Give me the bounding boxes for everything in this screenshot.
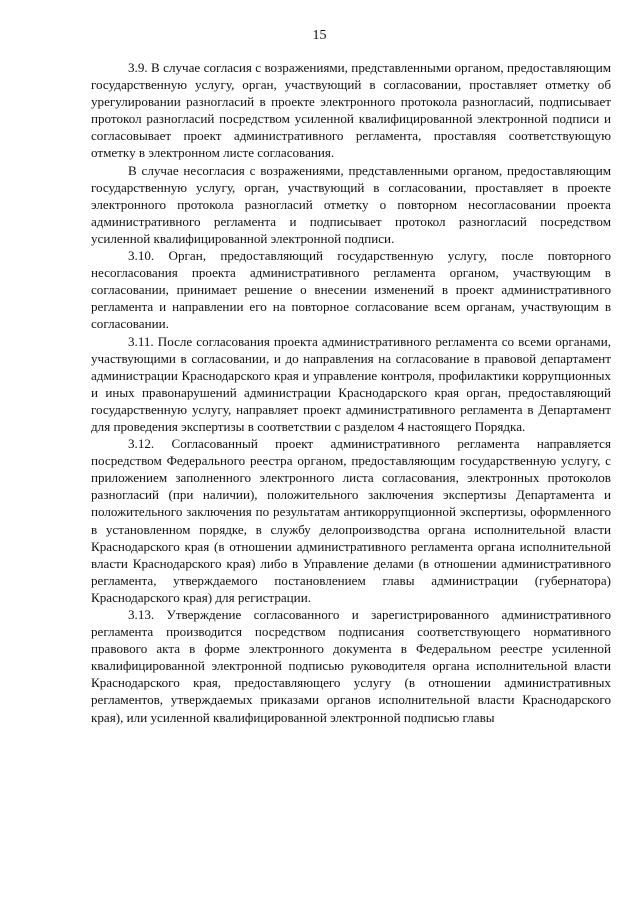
page-number: 15 [312, 28, 327, 43]
paragraph-3-13: 3.13. Утверждение согласованного и зарегистрированного административного регламента производится посредством подписания соответствующего нормативного правового акта в форме электронного документа в Федеральном реестре усиленной квалифицированной электронной подписью руководителя органа исполнительной власти Краснодарского края, предоставляющего услугу (в отношении административных регламентов, утверждаемых приказами органов исполнительной власти Краснодарского края), или усиленной квалифицированной электронной подписью главы [91, 607, 611, 725]
paragraph-3-10: 3.10. Орган, предоставляющий государственную услугу, после повторного несогласования проекта административного регламента органом, участвующим в согласовании, принимает решение о внесении изменений в проект административного регламента и направлении его на повторное согласование всем органам, участвующим в согласовании. [91, 248, 611, 332]
paragraph-3-9-disagreement: В случае несогласия с возражениями, представленными органом, предоставляющим государственную услугу, орган, участвующий в согласовании, проставляет в проекте электронного протокола разногласий отметку о повторном несогласовании проекта административного регламента и подписывает протокол разногласий посредством усиленной квалифицированной электронной подписи. [91, 162, 611, 246]
page-body [91, 59, 611, 726]
paragraph-3-9: 3.9. В случае согласия с возражениями, представленными органом, предоставляющим государственную услугу, орган, участвующий в согласовании, проставляет отметку об урегулировании разногласий в проекте электронного протокола разногласий, подписывает протокол разногласий посредством усиленной квалифицированной электронной подписи и согласовывает проект административного регламента, проставляя соответствующую отметку в электронном листе согласования. [91, 60, 611, 161]
paragraph-3-11: 3.11. После согласования проекта административного регламента со всеми органами, участвующими в согласовании, и до направления на согласование в правовой департамент администрации Краснодарского края и управление контроля, профилактики коррупционных и иных правонарушений администрации Краснодарского края орган, предоставляющий государственную услугу, направляет проект административного регламента в Департамент для проведения экспертизы в соответствии с разделом 4 настоящего Порядка. [91, 333, 611, 434]
paragraph-3-12: 3.12. Согласованный проект административного регламента направляется посредством Федерального реестра органом, предоставляющим государственную услугу, с приложением заполненного электронного листа согласования, электронных протоколов разногласий (при наличии), положительного заключения экспертизы Департамента и положительного заключения по результатам антикоррупционной экспертизы, оформленного в установленном порядке, в службу делопроизводства органа исполнительной власти Краснодарского края (в отношении административного регламента органа исполнительной власти Краснодарского края) либо в Управление делами (в отношении административного регламента, утверждаемого постановлением главы администрации (губернатора) Краснодарского края) для регистрации. [91, 436, 611, 605]
